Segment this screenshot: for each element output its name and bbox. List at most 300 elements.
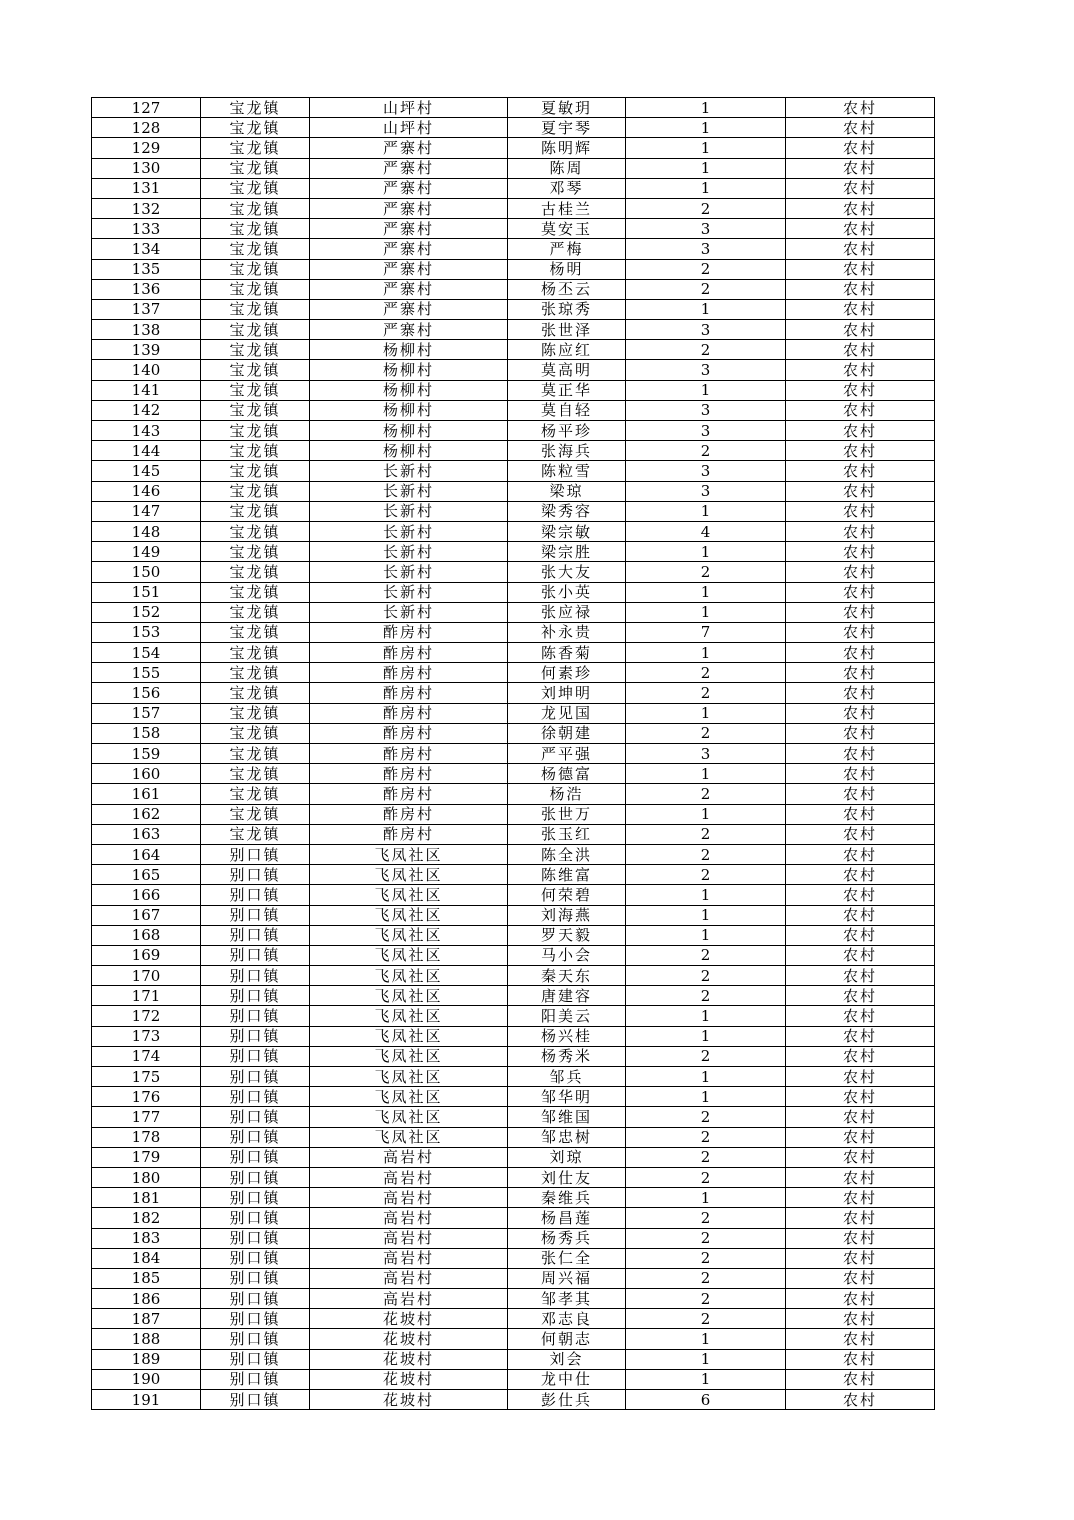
category-cell: 农村 [786,683,935,703]
town-cell: 别口镇 [201,844,310,864]
village-cell: 酢房村 [310,663,508,683]
row-number-cell: 187 [92,1309,201,1329]
town-cell: 宝龙镇 [201,340,310,360]
town-cell: 宝龙镇 [201,542,310,562]
row-number-cell: 176 [92,1087,201,1107]
count-cell: 1 [626,98,786,118]
count-cell: 3 [626,744,786,764]
village-cell: 酢房村 [310,643,508,663]
village-cell: 飞凤社区 [310,1046,508,1066]
row-number-cell: 156 [92,683,201,703]
table-row [92,1390,935,1410]
town-cell: 宝龙镇 [201,158,310,178]
table-row [92,198,935,218]
town-cell: 宝龙镇 [201,441,310,461]
table-row [92,824,935,844]
table-row [92,905,935,925]
table-row [92,1046,935,1066]
village-cell: 酢房村 [310,622,508,642]
count-cell: 3 [626,360,786,380]
name-cell: 张玉红 [508,824,626,844]
name-cell: 杨明 [508,259,626,279]
row-number-cell: 148 [92,521,201,541]
category-cell: 农村 [786,380,935,400]
village-cell: 长新村 [310,582,508,602]
category-cell: 农村 [786,925,935,945]
row-number-cell: 130 [92,158,201,178]
count-cell: 1 [626,1369,786,1389]
town-cell: 宝龙镇 [201,784,310,804]
count-cell: 1 [626,1188,786,1208]
village-cell: 飞凤社区 [310,945,508,965]
count-cell: 2 [626,1167,786,1187]
name-cell: 严平强 [508,744,626,764]
table-row [92,400,935,420]
town-cell: 宝龙镇 [201,824,310,844]
category-cell: 农村 [786,1349,935,1369]
table-row [92,542,935,562]
table-row [92,602,935,622]
table-row [92,1127,935,1147]
row-number-cell: 164 [92,844,201,864]
name-cell: 何素珍 [508,663,626,683]
village-cell: 花坡村 [310,1369,508,1389]
row-number-cell: 136 [92,279,201,299]
table-row [92,299,935,319]
count-cell: 2 [626,945,786,965]
table-row [92,1107,935,1127]
name-cell: 刘会 [508,1349,626,1369]
town-cell: 别口镇 [201,1349,310,1369]
count-cell: 2 [626,1127,786,1147]
name-cell: 罗天毅 [508,925,626,945]
category-cell: 农村 [786,844,935,864]
town-cell: 别口镇 [201,1087,310,1107]
village-cell: 酢房村 [310,804,508,824]
category-cell: 农村 [786,784,935,804]
category-cell: 农村 [786,118,935,138]
town-cell: 宝龙镇 [201,562,310,582]
town-cell: 别口镇 [201,1188,310,1208]
table-row [92,925,935,945]
count-cell: 1 [626,1067,786,1087]
village-cell: 酢房村 [310,723,508,743]
name-cell: 龙中仕 [508,1369,626,1389]
name-cell: 张世泽 [508,320,626,340]
row-number-cell: 161 [92,784,201,804]
category-cell: 农村 [786,865,935,885]
village-cell: 飞凤社区 [310,865,508,885]
category-cell: 农村 [786,885,935,905]
town-cell: 宝龙镇 [201,360,310,380]
count-cell: 2 [626,441,786,461]
village-cell: 飞凤社区 [310,885,508,905]
table-row [92,441,935,461]
table-row [92,582,935,602]
category-cell: 农村 [786,542,935,562]
category-cell: 农村 [786,461,935,481]
count-cell: 2 [626,1147,786,1167]
row-number-cell: 170 [92,966,201,986]
row-number-cell: 127 [92,98,201,118]
row-number-cell: 143 [92,421,201,441]
village-cell: 严寨村 [310,279,508,299]
name-cell: 补永贵 [508,622,626,642]
name-cell: 杨平珍 [508,421,626,441]
name-cell: 梁秀容 [508,501,626,521]
town-cell: 别口镇 [201,1147,310,1167]
table-row [92,622,935,642]
village-cell: 长新村 [310,521,508,541]
name-cell: 刘仕友 [508,1167,626,1187]
village-cell: 山坪村 [310,118,508,138]
name-cell: 梁琼 [508,481,626,501]
village-cell: 严寨村 [310,219,508,239]
count-cell: 1 [626,542,786,562]
table-row [92,1006,935,1026]
town-cell: 宝龙镇 [201,178,310,198]
table-row [92,945,935,965]
category-cell: 农村 [786,966,935,986]
category-cell: 农村 [786,905,935,925]
village-cell: 高岩村 [310,1167,508,1187]
count-cell: 6 [626,1390,786,1410]
count-cell: 1 [626,1006,786,1026]
table-row [92,844,935,864]
count-cell: 2 [626,723,786,743]
category-cell: 农村 [786,723,935,743]
table-row [92,804,935,824]
row-number-cell: 153 [92,622,201,642]
row-number-cell: 186 [92,1289,201,1309]
category-cell: 农村 [786,804,935,824]
town-cell: 宝龙镇 [201,239,310,259]
village-cell: 严寨村 [310,259,508,279]
row-number-cell: 180 [92,1167,201,1187]
count-cell: 3 [626,421,786,441]
table-row [92,421,935,441]
name-cell: 彭仕兵 [508,1390,626,1410]
town-cell: 别口镇 [201,1167,310,1187]
village-cell: 杨柳村 [310,380,508,400]
row-number-cell: 142 [92,400,201,420]
category-cell: 农村 [786,441,935,461]
town-cell: 宝龙镇 [201,804,310,824]
row-number-cell: 189 [92,1349,201,1369]
category-cell: 农村 [786,703,935,723]
category-cell: 农村 [786,1046,935,1066]
table-row [92,1289,935,1309]
row-number-cell: 150 [92,562,201,582]
count-cell: 1 [626,1349,786,1369]
name-cell: 陈香菊 [508,643,626,663]
row-number-cell: 174 [92,1046,201,1066]
village-cell: 飞凤社区 [310,1127,508,1147]
row-number-cell: 137 [92,299,201,319]
village-cell: 花坡村 [310,1349,508,1369]
count-cell: 2 [626,1289,786,1309]
count-cell: 2 [626,966,786,986]
town-cell: 宝龙镇 [201,764,310,784]
row-number-cell: 171 [92,986,201,1006]
name-cell: 杨丕云 [508,279,626,299]
category-cell: 农村 [786,1026,935,1046]
category-cell: 农村 [786,1067,935,1087]
table-row [92,764,935,784]
count-cell: 1 [626,582,786,602]
table-row [92,481,935,501]
category-cell: 农村 [786,400,935,420]
name-cell: 莫正华 [508,380,626,400]
village-cell: 长新村 [310,501,508,521]
category-cell: 农村 [786,602,935,622]
village-cell: 严寨村 [310,198,508,218]
count-cell: 2 [626,1309,786,1329]
town-cell: 别口镇 [201,1006,310,1026]
name-cell: 刘琼 [508,1147,626,1167]
table-row [92,320,935,340]
count-cell: 4 [626,521,786,541]
count-cell: 2 [626,340,786,360]
town-cell: 宝龙镇 [201,501,310,521]
name-cell: 陈明辉 [508,138,626,158]
row-number-cell: 168 [92,925,201,945]
village-cell: 杨柳村 [310,441,508,461]
village-cell: 酢房村 [310,784,508,804]
village-cell: 严寨村 [310,138,508,158]
village-cell: 飞凤社区 [310,1006,508,1026]
town-cell: 别口镇 [201,1329,310,1349]
count-cell: 2 [626,683,786,703]
category-cell: 农村 [786,824,935,844]
village-cell: 飞凤社区 [310,925,508,945]
name-cell: 张琼秀 [508,299,626,319]
table-row [92,98,935,118]
town-cell: 宝龙镇 [201,380,310,400]
count-cell: 1 [626,804,786,824]
row-number-cell: 140 [92,360,201,380]
row-number-cell: 152 [92,602,201,622]
category-cell: 农村 [786,1147,935,1167]
town-cell: 别口镇 [201,905,310,925]
count-cell: 2 [626,663,786,683]
table-row [92,885,935,905]
count-cell: 1 [626,885,786,905]
category-cell: 农村 [786,98,935,118]
table-row [92,219,935,239]
town-cell: 宝龙镇 [201,400,310,420]
row-number-cell: 129 [92,138,201,158]
name-cell: 阳美云 [508,1006,626,1026]
row-number-cell: 166 [92,885,201,905]
name-cell: 莫自轻 [508,400,626,420]
table-row [92,501,935,521]
count-cell: 2 [626,1107,786,1127]
village-cell: 花坡村 [310,1309,508,1329]
table-row [92,1147,935,1167]
name-cell: 梁宗胜 [508,542,626,562]
category-cell: 农村 [786,1006,935,1026]
town-cell: 别口镇 [201,865,310,885]
table-row [92,259,935,279]
village-cell: 花坡村 [310,1329,508,1349]
category-cell: 农村 [786,360,935,380]
table-row [92,1268,935,1288]
village-cell: 严寨村 [310,178,508,198]
count-cell: 2 [626,844,786,864]
table-row [92,521,935,541]
count-cell: 2 [626,1248,786,1268]
table-row [92,1248,935,1268]
town-cell: 别口镇 [201,1390,310,1410]
count-cell: 1 [626,501,786,521]
row-number-cell: 163 [92,824,201,844]
table-row [92,279,935,299]
row-number-cell: 185 [92,1268,201,1288]
category-cell: 农村 [786,1087,935,1107]
category-cell: 农村 [786,663,935,683]
village-cell: 杨柳村 [310,400,508,420]
village-cell: 酢房村 [310,683,508,703]
table-row [92,1067,935,1087]
category-cell: 农村 [786,158,935,178]
row-number-cell: 184 [92,1248,201,1268]
village-cell: 飞凤社区 [310,844,508,864]
village-cell: 高岩村 [310,1208,508,1228]
town-cell: 宝龙镇 [201,461,310,481]
name-cell: 邓志良 [508,1309,626,1329]
town-cell: 宝龙镇 [201,198,310,218]
row-number-cell: 146 [92,481,201,501]
town-cell: 别口镇 [201,1369,310,1389]
row-number-cell: 179 [92,1147,201,1167]
row-number-cell: 181 [92,1188,201,1208]
name-cell: 梁宗敏 [508,521,626,541]
count-cell: 2 [626,1268,786,1288]
village-cell: 严寨村 [310,239,508,259]
village-cell: 花坡村 [310,1390,508,1410]
row-number-cell: 172 [92,1006,201,1026]
village-cell: 严寨村 [310,320,508,340]
table-row [92,1208,935,1228]
category-cell: 农村 [786,1268,935,1288]
village-cell: 飞凤社区 [310,1087,508,1107]
town-cell: 宝龙镇 [201,703,310,723]
name-cell: 陈粒雪 [508,461,626,481]
village-cell: 长新村 [310,542,508,562]
category-cell: 农村 [786,1390,935,1410]
town-cell: 宝龙镇 [201,582,310,602]
town-cell: 宝龙镇 [201,118,310,138]
category-cell: 农村 [786,1127,935,1147]
row-number-cell: 154 [92,643,201,663]
category-cell: 农村 [786,764,935,784]
category-cell: 农村 [786,239,935,259]
count-cell: 1 [626,1087,786,1107]
row-number-cell: 131 [92,178,201,198]
count-cell: 2 [626,1208,786,1228]
village-cell: 酢房村 [310,703,508,723]
town-cell: 别口镇 [201,1248,310,1268]
category-cell: 农村 [786,279,935,299]
row-number-cell: 165 [92,865,201,885]
village-cell: 高岩村 [310,1248,508,1268]
village-cell: 长新村 [310,481,508,501]
table-row [92,1188,935,1208]
table-row [92,340,935,360]
name-cell: 张海兵 [508,441,626,461]
row-number-cell: 175 [92,1067,201,1087]
name-cell: 夏敏玥 [508,98,626,118]
name-cell: 邹华明 [508,1087,626,1107]
count-cell: 2 [626,986,786,1006]
category-cell: 农村 [786,1167,935,1187]
town-cell: 宝龙镇 [201,219,310,239]
table-row [92,1349,935,1369]
town-cell: 宝龙镇 [201,602,310,622]
count-cell: 1 [626,178,786,198]
category-cell: 农村 [786,562,935,582]
village-cell: 杨柳村 [310,421,508,441]
count-cell: 1 [626,905,786,925]
town-cell: 宝龙镇 [201,481,310,501]
town-cell: 宝龙镇 [201,98,310,118]
town-cell: 宝龙镇 [201,521,310,541]
village-cell: 山坪村 [310,98,508,118]
count-cell: 2 [626,865,786,885]
count-cell: 7 [626,622,786,642]
row-number-cell: 160 [92,764,201,784]
name-cell: 严梅 [508,239,626,259]
category-cell: 农村 [786,219,935,239]
name-cell: 刘海燕 [508,905,626,925]
count-cell: 1 [626,925,786,945]
row-number-cell: 132 [92,198,201,218]
name-cell: 杨秀兵 [508,1228,626,1248]
category-cell: 农村 [786,320,935,340]
name-cell: 马小会 [508,945,626,965]
table-row [92,744,935,764]
count-cell: 2 [626,259,786,279]
count-cell: 1 [626,1329,786,1349]
table-row [92,562,935,582]
town-cell: 别口镇 [201,1127,310,1147]
name-cell: 陈全洪 [508,844,626,864]
count-cell: 1 [626,643,786,663]
name-cell: 陈维富 [508,865,626,885]
row-number-cell: 157 [92,703,201,723]
table-row [92,1369,935,1389]
town-cell: 宝龙镇 [201,421,310,441]
category-cell: 农村 [786,1309,935,1329]
table-row [92,1167,935,1187]
row-number-cell: 191 [92,1390,201,1410]
name-cell: 刘坤明 [508,683,626,703]
count-cell: 1 [626,703,786,723]
name-cell: 陈应红 [508,340,626,360]
town-cell: 别口镇 [201,1107,310,1127]
row-number-cell: 128 [92,118,201,138]
row-number-cell: 141 [92,380,201,400]
row-number-cell: 190 [92,1369,201,1389]
table-body [92,98,935,1410]
row-number-cell: 135 [92,259,201,279]
town-cell: 宝龙镇 [201,744,310,764]
category-cell: 农村 [786,744,935,764]
table-row [92,643,935,663]
category-cell: 农村 [786,178,935,198]
table-row [92,703,935,723]
